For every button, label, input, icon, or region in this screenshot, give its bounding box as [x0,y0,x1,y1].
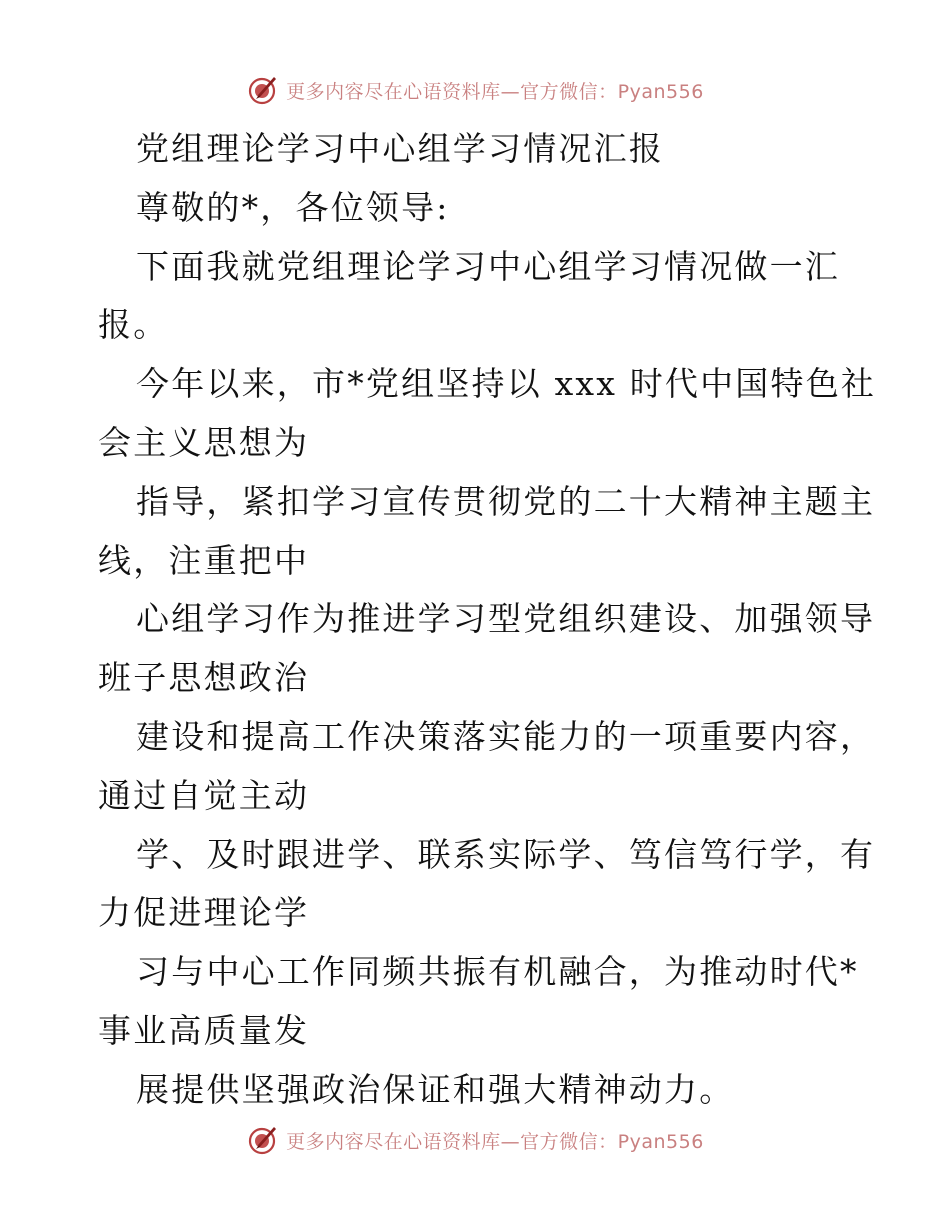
paragraph-line: 下面我就党组理论学习中心组学习情况做一汇 [136,246,840,286]
paragraph-line: 线，注重把中 [98,540,310,580]
salutation: 尊敬的*，各位领导: [136,187,450,227]
paragraph-line: 学、及时跟进学、联系实际学、笃信笃行学，有 [136,834,876,874]
document-body [98,120,877,1120]
paragraph-line: 会主义思想为 [98,422,310,462]
watermark-text: 更多内容尽在心语资料库—官方微信：Pyan556 [286,1130,704,1153]
quill-pen-circle-icon [246,1123,280,1157]
watermark-text: 更多内容尽在心语资料库—官方微信：Pyan556 [286,80,704,103]
paragraph-line: 指导，紧扣学习宣传贯彻党的二十大精神主题主 [136,481,876,521]
watermark-footer [0,1120,950,1160]
paragraph-line: 班子思想政治 [98,658,310,698]
paragraph-line: 建设和提高工作决策落实能力的一项重要内容， [136,716,876,756]
paragraph-line: 习与中心工作同频共振有机融合，为推动时代* [136,952,859,992]
paragraph-line: 心组学习作为推进学习型党组织建设、加强领导 [136,599,876,639]
watermark-header [0,70,950,110]
paragraph-line: 报。 [98,305,169,345]
quill-pen-circle-icon [246,73,280,107]
paragraph-line: 力促进理论学 [98,893,310,933]
paragraph-line: 事业高质量发 [98,1010,310,1050]
paragraph-line: 通过自觉主动 [98,775,310,815]
paragraph-line: 今年以来，市*党组坚持以 xxx 时代中国特色社 [136,364,877,404]
document-title: 党组理论学习中心组学习情况汇报 [136,129,664,168]
paragraph-line: 展提供坚强政治保证和强大精神动力。 [136,1069,735,1109]
